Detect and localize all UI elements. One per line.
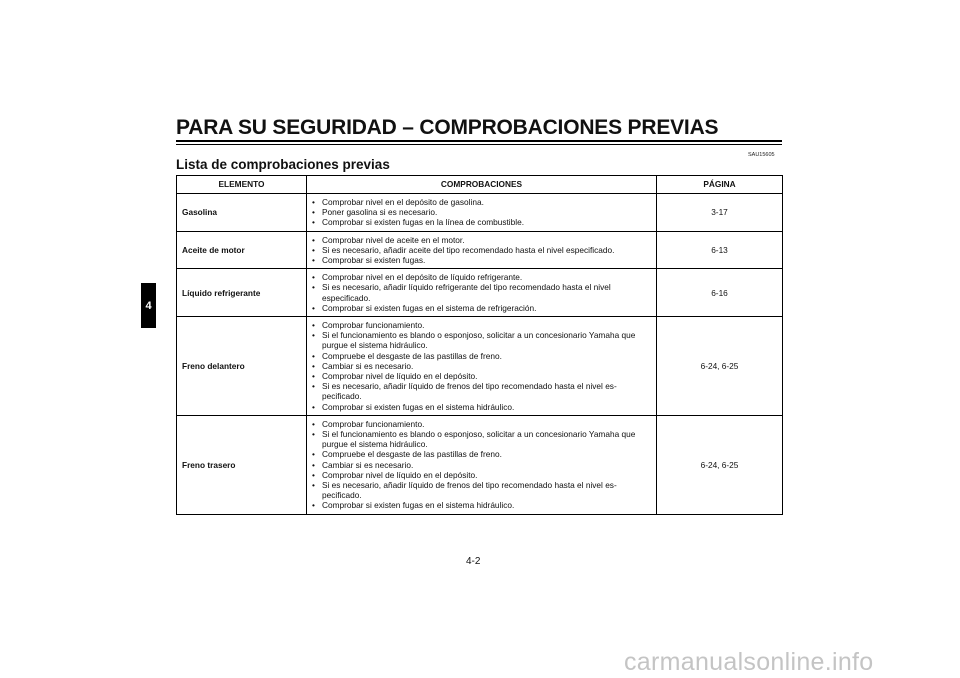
- check-text: Si el funcionamiento es blando o esponjoso, solicitar a un concesionario Yamaha que purgue el sistema hidráulico.: [322, 429, 636, 450]
- section-title: Lista de comprobaciones previas: [176, 157, 390, 172]
- chapter-tab: 4: [141, 283, 156, 328]
- bullet-icon: •: [312, 418, 315, 429]
- table-header-row: [177, 176, 783, 194]
- column-header-page: PÁGINA: [657, 176, 783, 194]
- row-page-reference: 3-17: [657, 194, 783, 232]
- check-text: Compruebe el desgaste de las pastillas de freno.: [322, 449, 502, 460]
- check-text: Si el funcionamiento es blando o esponjoso, solicitar a un concesionario Yamaha que purgue el sistema hidráulico.: [322, 330, 636, 351]
- checks-list: [312, 320, 651, 412]
- list-item: [312, 217, 651, 227]
- check-text: Comprobar si existen fugas.: [322, 255, 426, 266]
- row-checks: [307, 269, 657, 317]
- checks-list: [312, 197, 651, 228]
- check-text: Comprobar si existen fugas en el sistema hidráulico.: [322, 401, 515, 412]
- row-element: Freno trasero: [177, 415, 307, 514]
- checks-list: [312, 272, 651, 313]
- row-checks: [307, 231, 657, 269]
- checks-list: [312, 235, 651, 266]
- row-page-reference: 6-16: [657, 269, 783, 317]
- list-item: [312, 402, 651, 412]
- bullet-icon: •: [312, 350, 315, 361]
- bullet-icon: •: [312, 282, 315, 293]
- bullet-icon: •: [312, 469, 315, 480]
- check-text: Comprobar si existen fugas en el sistema hidráulico.: [322, 500, 515, 511]
- list-item: [312, 245, 651, 255]
- bullet-icon: •: [312, 500, 315, 511]
- check-text: Comprobar nivel en el depósito de líquido refrigerante.: [322, 272, 523, 283]
- check-text: Comprobar si existen fugas en la línea de combustible.: [322, 217, 525, 228]
- table-row: [177, 317, 783, 416]
- list-item: [312, 361, 651, 371]
- check-text: Comprobar funcionamiento.: [322, 320, 425, 331]
- check-text: Comprobar nivel de líquido en el depósito.: [322, 469, 478, 480]
- pre-operation-checklist-table: [176, 175, 783, 515]
- check-text: Comprobar nivel en el depósito de gasolina.: [322, 197, 484, 207]
- bullet-icon: •: [312, 330, 315, 341]
- bullet-icon: •: [312, 302, 315, 313]
- bullet-icon: •: [312, 244, 315, 255]
- check-text: Si es necesario, añadir líquido de frenos del tipo recomendado hasta el nivel es-pecificado.: [322, 381, 617, 402]
- table-row: [177, 194, 783, 232]
- row-element: Gasolina: [177, 194, 307, 232]
- row-element: Aceite de motor: [177, 231, 307, 269]
- bullet-icon: •: [312, 401, 315, 412]
- bullet-icon: •: [312, 255, 315, 266]
- bullet-icon: •: [312, 480, 315, 491]
- list-item: [312, 235, 651, 245]
- row-element: Líquido refrigerante: [177, 269, 307, 317]
- check-text: Cambiar si es necesario.: [322, 459, 414, 470]
- row-checks: [307, 194, 657, 232]
- reference-code: SAU15605: [748, 152, 775, 158]
- list-item: [312, 320, 651, 330]
- table-row: [177, 231, 783, 269]
- list-item: [312, 272, 651, 282]
- row-page-reference: 6-24, 6-25: [657, 415, 783, 514]
- bullet-icon: •: [312, 272, 315, 283]
- list-item: [312, 480, 651, 500]
- bullet-icon: •: [312, 320, 315, 331]
- check-text: Comprobar nivel de líquido en el depósito.: [322, 371, 478, 382]
- list-item: [312, 351, 651, 361]
- list-item: [312, 197, 651, 207]
- list-item: [312, 419, 651, 429]
- list-item: [312, 371, 651, 381]
- watermark[interactable]: carmanualsonline.info: [624, 648, 874, 676]
- bullet-icon: •: [312, 371, 315, 382]
- bullet-icon: •: [312, 429, 315, 440]
- list-item: [312, 470, 651, 480]
- table-row: [177, 415, 783, 514]
- check-text: Comprobar si existen fugas en el sistema de refrigeración.: [322, 302, 537, 313]
- page-header-title: PARA SU SEGURIDAD – COMPROBACIONES PREVIAS: [176, 116, 719, 139]
- bullet-icon: •: [312, 459, 315, 470]
- page-number: 4-2: [466, 556, 481, 567]
- check-text: Si es necesario, añadir líquido refrigerante del tipo recomendado hasta el nivel especificado.: [322, 282, 611, 303]
- check-text: Comprobar funcionamiento.: [322, 418, 425, 429]
- list-item: [312, 381, 651, 401]
- row-page-reference: 6-24, 6-25: [657, 317, 783, 416]
- row-page-reference: 6-13: [657, 231, 783, 269]
- list-item: [312, 282, 651, 302]
- table-row: [177, 269, 783, 317]
- table-body: [177, 194, 783, 515]
- column-header-element: ELEMENTO: [177, 176, 307, 194]
- row-checks: [307, 415, 657, 514]
- bullet-icon: •: [312, 217, 315, 228]
- list-item: [312, 460, 651, 470]
- header-rule-thin: [176, 144, 782, 145]
- list-item: [312, 303, 651, 313]
- bullet-icon: •: [312, 360, 315, 371]
- check-text: Si es necesario, añadir líquido de frenos del tipo recomendado hasta el nivel es-pecificado.: [322, 480, 617, 501]
- list-item: [312, 255, 651, 265]
- check-text: Poner gasolina si es necesario.: [322, 207, 438, 218]
- list-item: [312, 449, 651, 459]
- check-text: Comprobar nivel de aceite en el motor.: [322, 234, 465, 245]
- bullet-icon: •: [312, 197, 315, 207]
- column-header-checks: COMPROBACIONES: [307, 176, 657, 194]
- check-text: Si es necesario, añadir aceite del tipo recomendado hasta el nivel especificado.: [322, 244, 615, 255]
- bullet-icon: •: [312, 234, 315, 245]
- list-item: [312, 500, 651, 510]
- list-item: [312, 207, 651, 217]
- bullet-icon: •: [312, 381, 315, 392]
- header-rule: [176, 140, 782, 142]
- checks-list: [312, 419, 651, 511]
- bullet-icon: •: [312, 207, 315, 218]
- row-checks: [307, 317, 657, 416]
- check-text: Cambiar si es necesario.: [322, 360, 414, 371]
- row-element: Freno delantero: [177, 317, 307, 416]
- bullet-icon: •: [312, 449, 315, 460]
- check-text: Compruebe el desgaste de las pastillas de freno.: [322, 350, 502, 361]
- list-item: [312, 429, 651, 449]
- list-item: [312, 330, 651, 350]
